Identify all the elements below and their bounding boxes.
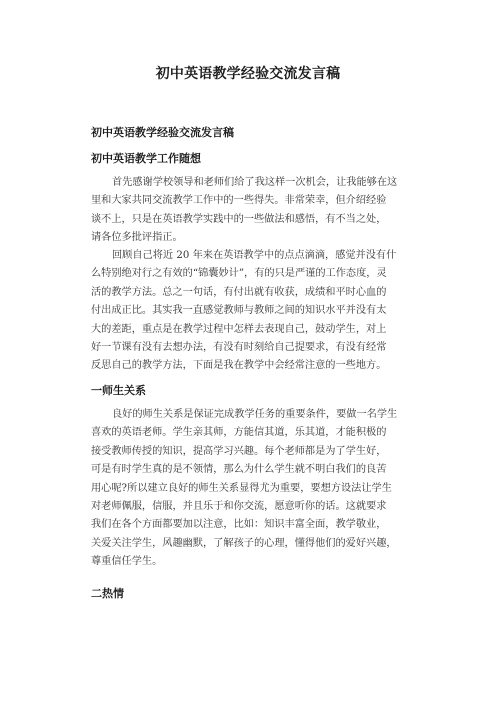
subtitle-reflections: 初中英语教学工作随想 xyxy=(91,152,201,165)
paragraph-line: 我们在各个方面都要加以注意，比如：知识丰富全面，教学敬业， xyxy=(91,519,387,531)
paragraph-teacher-student xyxy=(91,406,421,572)
paragraph-line: 好一节课有没有去想办法，有没有时刻给自己提要求，有没有经常 xyxy=(91,341,387,353)
paragraph-line: 可是有时学生真的是不领情，那么为什么学生就不明白我们的良苦 xyxy=(91,464,387,476)
paragraph-line: 首先感谢学校领导和老师们给了我这样一次机会，让我能够在这 xyxy=(112,177,398,188)
paragraph-line: 活的教学方法。总之一句话，有付出就有收获，成绩和平时心血的 xyxy=(91,286,387,298)
paragraph-line: 良好的师生关系是保证完成教学任务的重要条件，要做一名学生 xyxy=(112,409,398,420)
paragraph-line: 么特别绝对行之有效的“锦囊妙计”，有的只是严谨的工作态度，灵 xyxy=(91,268,387,280)
paragraph-line: 里和大家共同交流教学工作中的一些得失。非常荣幸，但介绍经验 xyxy=(91,195,387,207)
paragraph-intro xyxy=(91,174,421,248)
paragraph-line: 对老师佩服，信服，并且乐于和你交流，愿意听你的话。这就要求 xyxy=(91,500,387,512)
paragraph-line: 接受教师传授的知识，提高学习兴趣。每个老师都是为了学生好， xyxy=(91,445,387,457)
paragraph-line: 大的差距，重点是在教学过程中怎样去表现自己，鼓动学生，对上 xyxy=(91,323,387,335)
paragraph-review xyxy=(91,247,421,376)
document-title: 初中英语教学经验交流发言稿 xyxy=(155,66,341,82)
paragraph-line: 用心呢?所以建立良好的师生关系显得尤为重要，要想方设法让学生 xyxy=(91,482,392,494)
paragraph-line: 喜欢的英语老师。学生亲其师，方能信其道，乐其道，才能积极的 xyxy=(91,427,387,439)
section-heading-teacher-student: 一师生关系 xyxy=(91,384,146,397)
paragraph-line: 回顾自己将近 20 年来在英语教学中的点点滴滴，感觉并没有什 xyxy=(112,250,397,261)
paragraph-line: 付出成正比。其实我一直感觉教师与教师之间的知识水平并没有太 xyxy=(91,305,387,317)
paragraph-line: 尊重信任学生。 xyxy=(91,556,163,568)
subtitle-speech: 初中英语教学经验交流发言稿 xyxy=(91,126,234,139)
paragraph-line: 请各位多批评指正。 xyxy=(91,232,183,244)
paragraph-line: 关爱关注学生，风趣幽默，了解孩子的心理，懂得他们的爱好兴趣， xyxy=(91,537,397,549)
paragraph-line: 反思自己的教学方法，下面是我在教学中会经常注意的一些地方。 xyxy=(91,360,387,372)
section-heading-enthusiasm: 二热情 xyxy=(91,587,124,600)
paragraph-line: 谈不上，只是在英语教学实践中的一些做法和感悟，有不当之处， xyxy=(91,213,387,225)
